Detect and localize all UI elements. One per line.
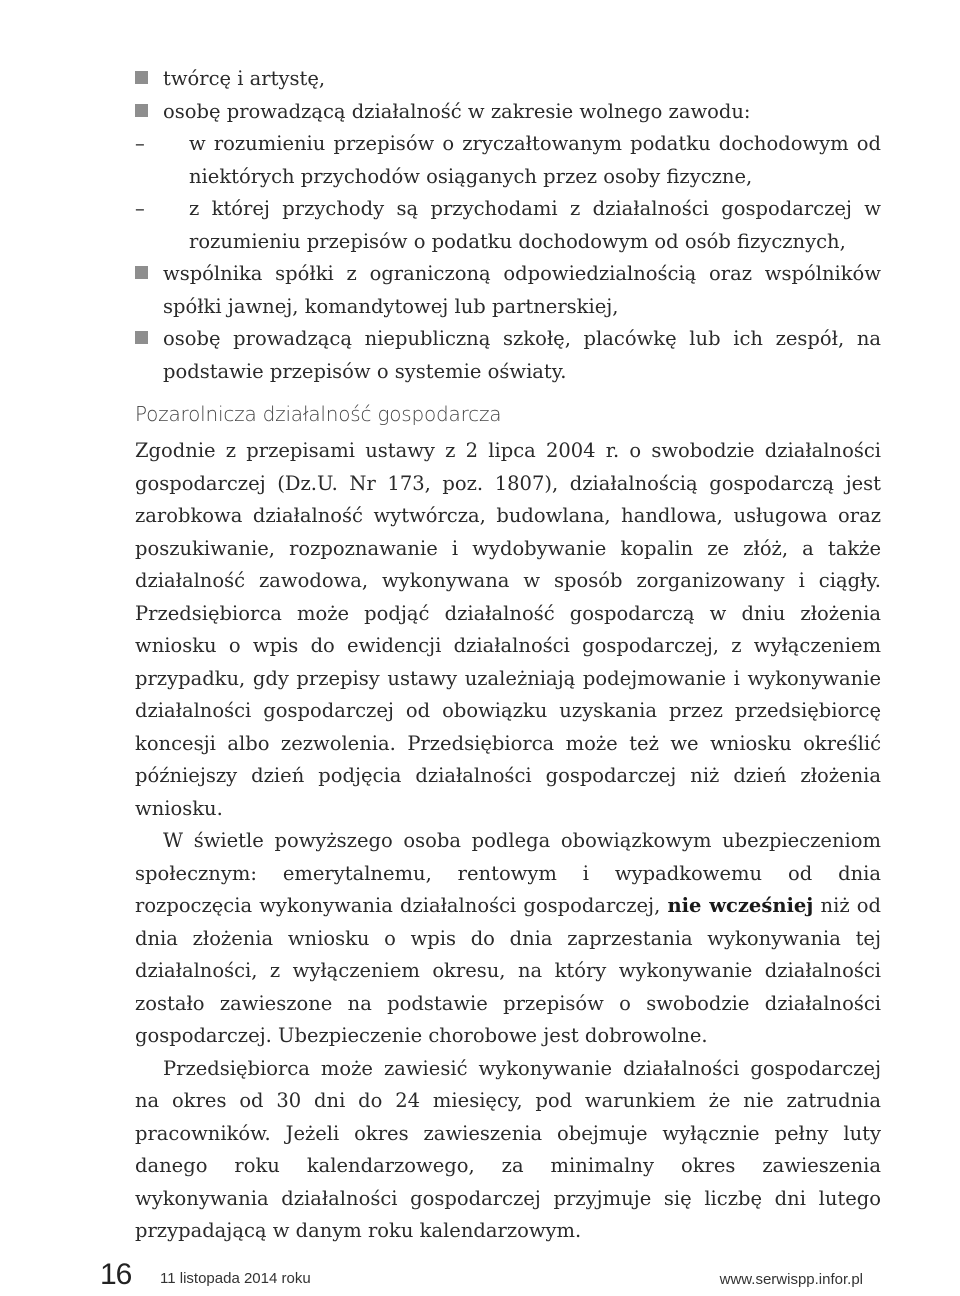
footer-date: 11 listopada 2014 roku [160, 1270, 311, 1287]
footer-url: www.serwispp.infor.pl [719, 1271, 863, 1288]
sublist-text: w rozumieniu przepisów o zryczałtowanym podatku dochodowym od niektórych przychodów osiąganych przez osoby fizyczne, [189, 132, 881, 188]
square-bullet-icon [135, 71, 148, 84]
bullet-list [135, 63, 881, 388]
sublist-item [135, 193, 881, 258]
square-bullet-icon [135, 104, 148, 117]
dash-sublist [135, 128, 881, 258]
paragraph-2: W świetle powyższego osoba podlega obowiązkowym ubezpieczeniom społecznym: emerytalnemu, rentowym i wypadkowemu od dnia rozpoczęcia wykonywania działalności gospodarczej, nie wcześniej niż od dnia złożenia wniosku o wpis do dnia zaprzestania wykonywania tej działalności, z wyłączeniem okresu, na który wykonywanie działalności zostało zawieszone na podstawie przepisów o swobodzie działalności gospodarczej. Ubezpieczenie chorobowe jest dobrowolne. [135, 829, 882, 1047]
sublist-item [135, 128, 881, 193]
dash-marker: – [135, 197, 145, 220]
page-content [135, 63, 881, 1248]
section-heading: Pozarolnicza działalność gospodarcza [135, 402, 502, 426]
list-item: twórcę i artystę, [135, 63, 881, 96]
paragraph-3: Przedsiębiorca może zawiesić wykonywanie działalności gospodarczej na okres od 30 dni do 24 miesięcy, pod warunkiem że nie zatrudnia pracowników. Jeżeli okres zawieszenia obejmuje wyłącznie pełny luty danego roku kalendarzowego, za minimalny okres zawieszenia wykonywania działalności gospodarczej przyjmuje się liczbę dni lutego przypadającą w danym roku kalendarzowym. [135, 1056, 881, 1242]
emphasis-text: nie wcześniej [667, 894, 814, 917]
page-number: 16 [100, 1258, 132, 1291]
list-item: osobę prowadzącą działalność w zakresie wolnego zawodu: – w rozumieniu przepisów o zryczałtowanym podatku dochodowym od niektórych przychodów osiąganych przez osoby fizyczne, – z której przychody są przychodami z działalności gospodarczej w rozumieniu przepisów o podatku dochodowym od osób fizycznych, [135, 96, 881, 259]
square-bullet-icon [135, 266, 148, 279]
list-item: osobę prowadzącą niepubliczną szkołę, placówkę lub ich zespół, na podstawie przepisów o systemie oświaty. [135, 323, 881, 388]
square-bullet-icon [135, 331, 148, 344]
dash-marker: – [135, 132, 145, 155]
paragraph-1: Zgodnie z przepisami ustawy z 2 lipca 2004 r. o swobodzie działalności gospodarczej (Dz.U. Nr 173, poz. 1807), działalnością gospodarczą jest zarobkowa działalność wytwórcza, budowlana, handlowa, usługowa oraz poszukiwanie, rozpoznawanie i wydobywanie kopalin ze złóż, a także działalność zawodowa, wykonywana w sposób zorganizowany i ciągły. Przedsiębiorca może podjąć działalność gospodarczą w dniu złożenia wniosku o wpis do ewidencji działalności gospodarczej, z wyłączeniem przypadku, gdy przepisy ustawy uzależniają podejmowanie i wykonywanie działalności gospodarczej od obowiązku uzyskania przez przedsiębiorcę koncesji albo zezwolenia. Przedsiębiorca może też we wniosku określić późniejszy dzień podjęcia działalności gospodarczej niż dzień złożenia wniosku. [135, 439, 881, 820]
list-item: wspólnika spółki z ograniczoną odpowiedzialnością oraz wspólników spółki jawnej, komandytowej lub partnerskiej, [135, 258, 881, 323]
sublist-text: z której przychody są przychodami z działalności gospodarczej w rozumieniu przepisów o podatku dochodowym od osób fizycznych, [189, 197, 881, 253]
